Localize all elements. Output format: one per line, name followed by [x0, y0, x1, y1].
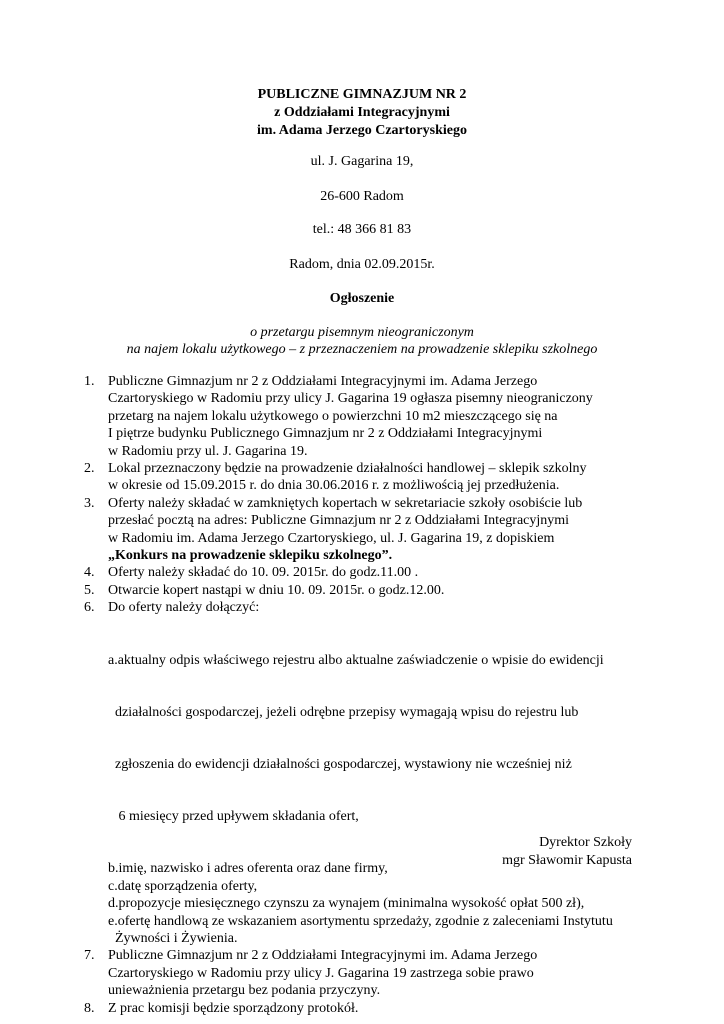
- school-sub: z Oddziałami Integracyjnymi: [274, 105, 450, 120]
- city-address: 26-600 Radom: [320, 189, 404, 204]
- list-item-5: [84, 582, 644, 599]
- list-number: 7.: [84, 948, 95, 964]
- phone-number: tel.: 48 366 81 83: [312, 222, 412, 237]
- list-text: unieważnienia przetargu bez podania przyczyny.: [108, 983, 381, 999]
- subtitle-line-2: na najem lokalu użytkowego – z przeznaczeniem na prowadzenie sklepiku szkolnego: [126, 342, 598, 357]
- list-number: 4.: [84, 565, 95, 581]
- school-patron: im. Adama Jerzego Czartoryskiego: [257, 123, 467, 138]
- list-text: Lokal przeznaczony będzie na prowadzenie działalności handlowej – sklepik szkolny: [108, 461, 587, 477]
- list-item-6: [84, 599, 644, 947]
- sub-text: c.datę sporządzenia oferty,: [108, 878, 258, 894]
- list-number: 6.: [84, 600, 95, 616]
- contest-label: „Konkurs na prowadzenie sklepiku szkolnego”.: [108, 548, 393, 564]
- list-text: w okresie od 15.09.2015 r. do dnia 30.06.2016 r. z możliwością jej przedłużenia.: [108, 478, 560, 494]
- list-text: Z prac komisji będzie sporządzony protokół.: [108, 1000, 359, 1016]
- list-text: Oferty należy składać w zamkniętych kopertach w sekretariacie szkoły osobiście lub: [108, 495, 583, 511]
- signature-role: Dyrektor Szkoły: [539, 835, 632, 850]
- sub-item-e: [108, 913, 644, 948]
- sub-text: a.aktualny odpis właściwego rejestru albo aktualne zaświadczenie o wpisie do ewidencji: [108, 652, 604, 668]
- list-item-1: [84, 373, 644, 460]
- sub-text: e.ofertę handlową ze wskazaniem asortymentu sprzedaży, zgodnie z zaleceniami Instytutu: [108, 913, 613, 929]
- sub-text: Żywności i Żywienia.: [108, 931, 238, 946]
- list-text: Publiczne Gimnazjum nr 2 z Oddziałami Integracyjnymi im. Adama Jerzego: [108, 374, 538, 389]
- list-text: przesłać pocztą na adres: Publiczne Gimnazjum nr 2 z Oddziałami Integracyjnymi: [108, 513, 570, 529]
- sub-text: b.imię, nazwisko i adres oferenta oraz dane firmy,: [108, 861, 388, 877]
- list-text: w Radomiu przy ul. J. Gagarina 19.: [108, 443, 308, 459]
- sub-text: d.propozycje miesięcznego czynszu za wynajem (minimalna wysokość opłat 500 zł),: [108, 896, 585, 912]
- street-address: ul. J. Gagarina 19,: [310, 154, 414, 169]
- list-text: Oferty należy składać do 10. 09. 2015r. do godz.11.00 .: [108, 565, 419, 581]
- school-name: PUBLICZNE GIMNAZJUM NR 2: [257, 87, 467, 102]
- list-text: Czartoryskiego w Radomiu przy ulicy J. Gagarina 19 zastrzega sobie prawo: [108, 965, 534, 981]
- signature-name: mgr Sławomir Kapusta: [502, 853, 632, 868]
- list-number: 5.: [84, 582, 95, 598]
- list-text: Do oferty należy dołączyć:: [108, 600, 260, 616]
- sub-text: 6 miesięcy przed upływem składania ofert,: [108, 809, 359, 825]
- sub-item-d: [108, 895, 644, 912]
- sub-text: zgłoszenia do ewidencji działalności gospodarczej, wystawiony nie wcześniej niż: [108, 756, 572, 772]
- list-item-4: [84, 564, 644, 581]
- list-number: 3.: [84, 495, 95, 511]
- list-text: I piętrze budynku Publicznego Gimnazjum nr 2 z Oddziałami Integracyjnymi: [108, 426, 543, 442]
- list-number: 8.: [84, 1000, 95, 1016]
- list-item-7: [84, 947, 644, 999]
- list-text: w Radomiu im. Adama Jerzego Czartoryskiego, ul. J. Gagarina 19, z dopiskiem: [108, 530, 555, 546]
- document-title: Ogłoszenie: [329, 291, 395, 306]
- list-number: 1.: [84, 374, 95, 389]
- announcement-list: [84, 373, 644, 1017]
- list-text: Czartoryskiego w Radomiu przy ulicy J. Gagarina 19 ogłasza pisemny nieograniczony: [108, 391, 593, 407]
- list-text: Otwarcie kopert nastąpi w dniu 10. 09. 2015r. o godz.12.00.: [108, 582, 445, 598]
- list-item-8: [84, 1000, 644, 1017]
- subtitle-line-1: o przetargu pisemnym nieograniczonym: [250, 325, 474, 340]
- document-date: Radom, dnia 02.09.2015r.: [289, 257, 435, 272]
- sub-item-c: [108, 878, 644, 895]
- sub-item-a: [108, 617, 644, 861]
- signature-block: [502, 834, 632, 870]
- sub-text: działalności gospodarczej, jeżeli odrębne przepisy wymagają wpisu do rejestru lub: [108, 704, 579, 720]
- list-text: przetarg na najem lokalu użytkowego o powierzchni 10 m2 mieszczącego się na: [108, 408, 558, 424]
- list-item-3: [84, 495, 644, 565]
- list-item-2: [84, 460, 644, 495]
- list-number: 2.: [84, 461, 95, 477]
- list-text: Publiczne Gimnazjum nr 2 z Oddziałami Integracyjnymi im. Adama Jerzego: [108, 948, 538, 964]
